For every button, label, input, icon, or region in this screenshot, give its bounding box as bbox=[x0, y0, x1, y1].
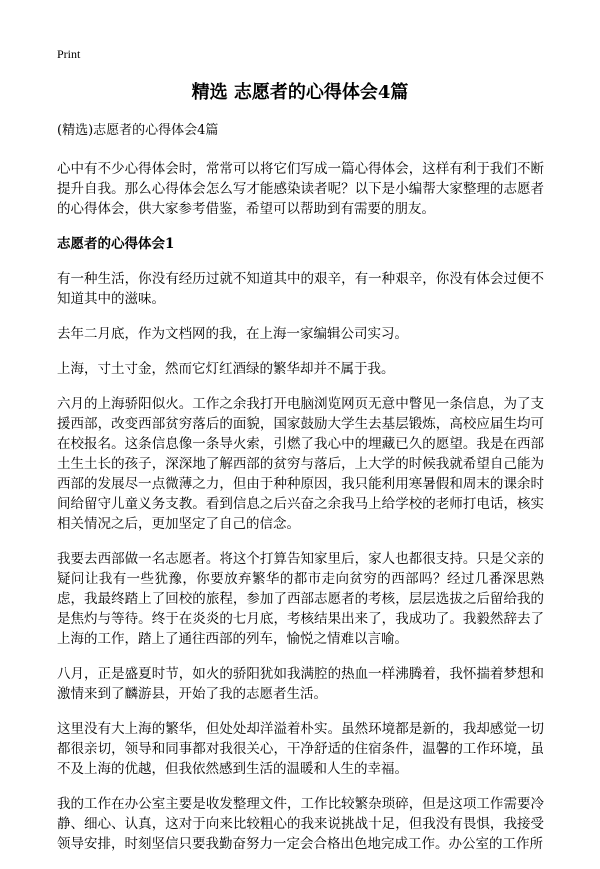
body-paragraph: 有一种生活，你没有经历过就不知道其中的艰辛，有一种艰辛，你没有体会过便不知道其中的滋味。 bbox=[57, 271, 544, 307]
body-paragraph: 六月的上海骄阳似火。工作之余我打开电脑浏览网页无意中瞥见一条信息，为了支援西部，改变西部贫穷落后的面貌，国家鼓励大学生去基层锻炼，高校应届生均可在校报名。这条信息像一条导火索，引燃了我心中的埋藏已久的愿望。我是在西部土生土长的孩子，深深地了解西部的贫穷与落后，上大学的时候我就希望自己能为西部的发展尽一点微薄之力，但由于种种原因，我只能利用寒暑假和周末的课余时间给留守儿童义务支教。看到信息之后兴奋之余我马上给学校的老师打电话，核实相关情况之后，更加坚定了自己的信念。 bbox=[57, 396, 544, 532]
body-paragraph: 上海，寸土寸金，然而它灯红酒绿的繁华却并不属于我。 bbox=[57, 361, 395, 377]
print-link[interactable]: Print bbox=[57, 47, 81, 61]
document-subtitle: (精选)志愿者的心得体会4篇 bbox=[57, 123, 219, 138]
body-paragraph: 八月，正是盛夏时节，如火的骄阳犹如我满腔的热血一样沸腾着，我怀揣着梦想和激情来到了麟游县，开始了我的志愿者生活。 bbox=[57, 666, 544, 702]
body-paragraph: 我要去西部做一名志愿者。将这个打算告知家里后，家人也都很支持。只是父亲的疑问让我有一些犹豫，你要放弃繁华的都市走向贫穷的西部吗？经过几番深思熟虑，我最终踏上了回校的旅程，参加了西部志愿者的考核，层层选拔之后留给我的是焦灼与等待。终于在炎炎的七月底，考核结果出来了，我成功了。我毅然辞去了上海的工作，踏上了通往西部的列车，愉悦之情难以言喻。 bbox=[57, 551, 544, 647]
body-paragraph: 这里没有大上海的繁华，但处处却洋溢着朴实。虽然环境都是新的，我却感觉一切都很亲切，领导和同事都对我很关心，干净舒适的住宿条件，温馨的工作环境，虽不及上海的优越，但我依然感到生活的温暖和人生的幸福。 bbox=[57, 721, 544, 777]
document-body bbox=[57, 121, 544, 869]
intro-paragraph: 心中有不少心得体会时，常常可以将它们写成一篇心得体会，这样有利于我们不断提升自我。那么心得体会怎么写才能感染读者呢？以下是小编帮大家整理的志愿者的心得体会，供大家参考借鉴，希望可以帮助到有需要的朋友。 bbox=[57, 161, 544, 217]
body-paragraph: 我的工作在办公室主要是收发整理文件，工作比较繁杂琐碎，但是这项工作需要冷静、细心、认真，这对于向来比较粗心的我来说挑战十足，但我没有畏惧，我接受领导安排，时刻坚信只要我勤奋努力一定会合格出色地完成工作。办公室的工作所 bbox=[57, 796, 544, 852]
body-paragraph: 去年二月底，作为文档网的我，在上海一家编辑公司实习。 bbox=[57, 326, 408, 342]
section-heading: 志愿者的心得体会1 bbox=[57, 236, 175, 252]
document-title: 精选 志愿者的心得体会4篇 bbox=[191, 82, 409, 103]
